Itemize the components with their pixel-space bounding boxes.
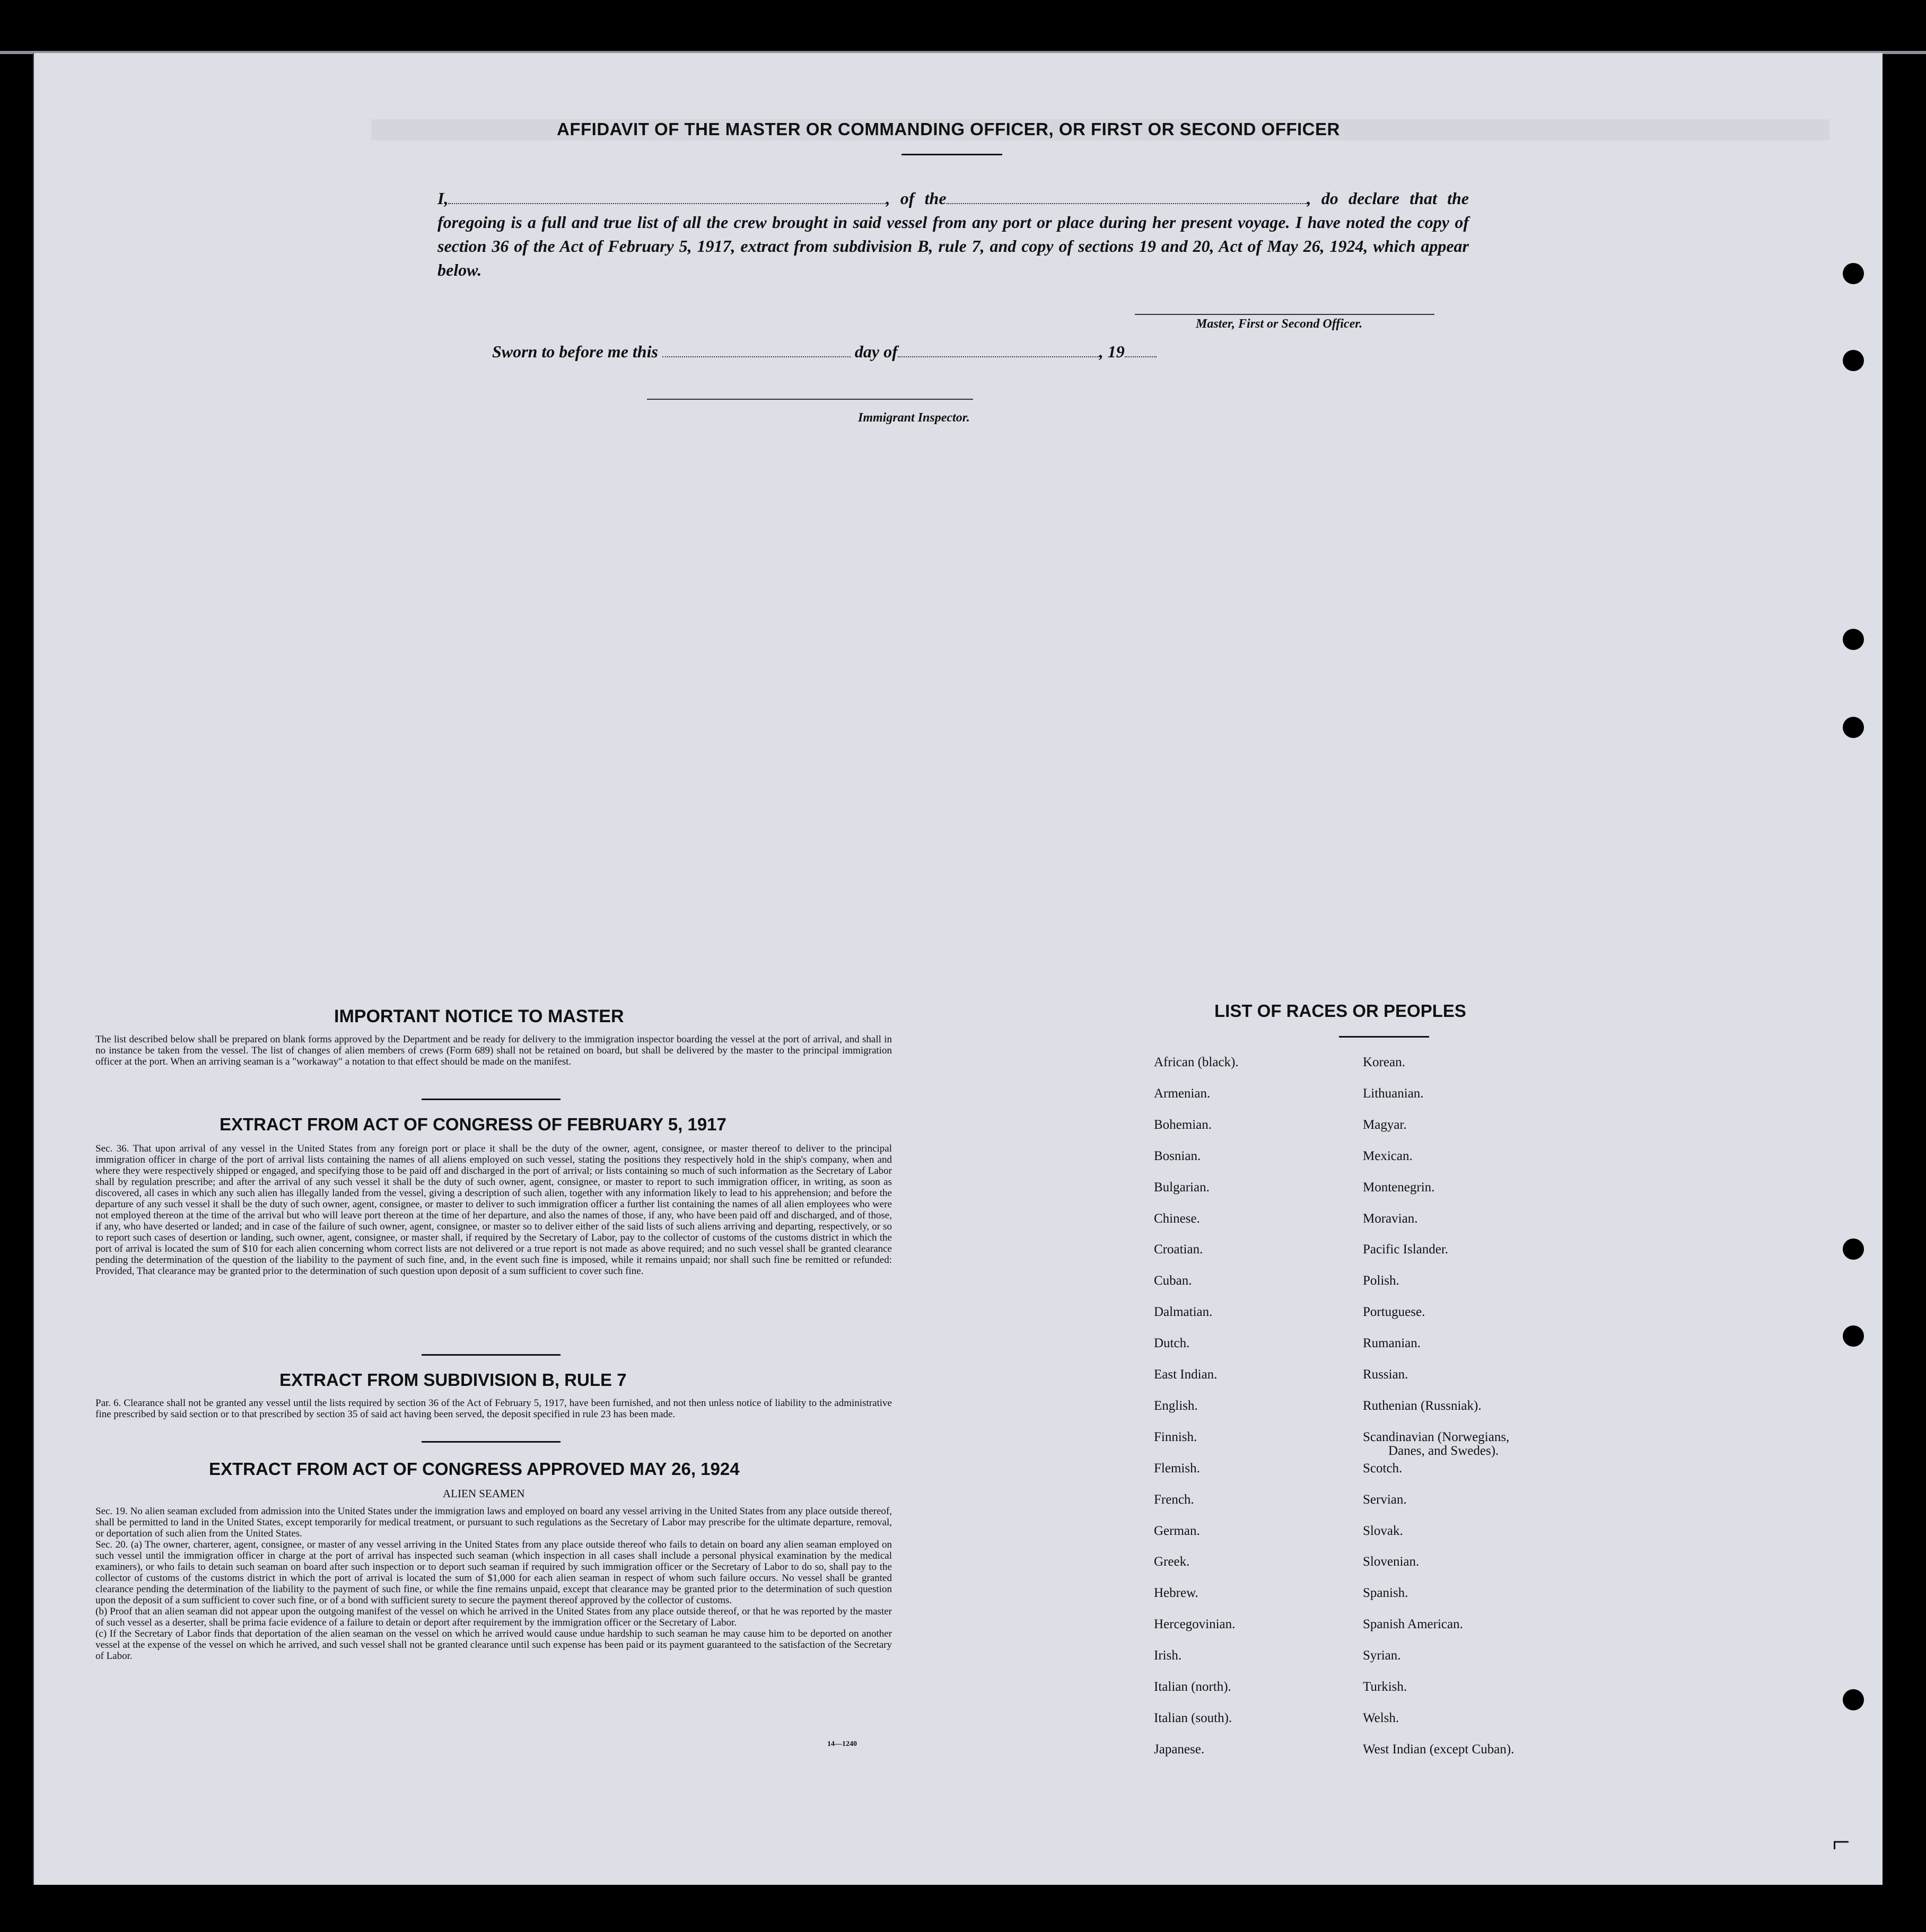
- race-item: Mexican.: [1363, 1149, 1413, 1163]
- race-item: Welsh.: [1363, 1711, 1399, 1725]
- punch-hole: [1843, 717, 1864, 738]
- race-item: Syrian.: [1363, 1648, 1401, 1663]
- race-item: French.: [1154, 1492, 1194, 1507]
- affidavit-statement: that the foregoing is a full and true list of all the crew brought in said vessel from any port or place during her present voyage. I have noted the copy of section 36 of the Act of February 5, 1917, extract from subdivision B, rule 7, and copy of sections 19 and 20, Act of May 26, 1924, which appear below.: [437, 189, 1469, 279]
- race-item: Dalmatian.: [1154, 1305, 1213, 1319]
- sworn-year-field[interactable]: [1125, 345, 1157, 357]
- punch-hole: [1843, 1239, 1864, 1260]
- inspector-label: Immigrant Inspector.: [858, 411, 970, 425]
- race-item: Hercegovinian.: [1154, 1617, 1236, 1631]
- race-item: Bulgarian.: [1154, 1180, 1210, 1195]
- race-item: Russian.: [1363, 1367, 1408, 1382]
- races-title: LIST OF RACES OR PEOPLES: [1214, 1001, 1466, 1021]
- divider: [901, 154, 1002, 155]
- punch-hole: [1843, 263, 1864, 284]
- race-item: Cuban.: [1154, 1274, 1192, 1288]
- race-item: Bosnian.: [1154, 1149, 1201, 1163]
- notice-body: The list described below shall be prepared on blank forms approved by the Department and be ready for delivery to the immigration inspector boarding the vessel at the port of arrival, and shall in no instance be taken from the vessel. The list of changes of alien members of crews (Form 689) shall not be retained on board, but shall be delivered by the master to the principal immigration officer at the port. When an arriving seaman is a "workaway" a notation to that effect should be made on the manifest.: [95, 1034, 892, 1067]
- race-item: Polish.: [1363, 1274, 1399, 1288]
- race-item: Greek.: [1154, 1555, 1190, 1569]
- race-item: Armenian.: [1154, 1086, 1211, 1101]
- race-item: East Indian.: [1154, 1367, 1218, 1382]
- race-item: Scotch.: [1363, 1461, 1403, 1476]
- race-item: Portuguese.: [1363, 1305, 1425, 1319]
- race-item: Korean.: [1363, 1055, 1405, 1069]
- section-20c: (c) If the Secretary of Labor finds that deportation of the alien seaman on the vessel on which he arrived would cause undue hardship to such seaman he may cause him to be deported on another vessel at the expense of the vessel on which he arrived, and such vessel shall not be granted clearance until such expense has been paid or its payment guaranteed to the satisfaction of the Secretary of Labor.: [95, 1628, 892, 1662]
- race-item: African (black).: [1154, 1055, 1239, 1069]
- do-declare-label: , do declare: [1307, 189, 1400, 208]
- race-item: Spanish.: [1363, 1586, 1408, 1600]
- punch-hole: [1843, 1689, 1864, 1710]
- extract1-body: Sec. 36. That upon arrival of any vessel in the United States from any foreign port or place it shall be the duty of the owner, agent, consignee, or master thereof to deliver to the principal immigration officer in charge of the port of arrival lists containing the names of all aliens employed on such vessel, stating the positions they respectively hold in the ship's company, when and where they were respectively shipped or engaged, and specifying those to be paid off and discharged in the port of arrival; or lists containing so much of such information as the Secretary of Labor shall by regulation prescribe; and after the arrival of any such vessel it shall be the duty of such owner, agent, consignee, or master to report to such immigration officer, in writing, as soon as discovered, all cases in which any such alien has illegally landed from the vessel, giving a description of such alien, together with any information likely to lead to his apprehension; and before the departure of any such vessel it shall be the duty of such owner, agent, consignee, or master to deliver to such immigration officer a further list containing the names of all alien employees who were not employed thereon at the time of the arrival but who will leave port thereon at the time of her departure, and also the names of those, if any, who have been paid off and discharged, and of those, if any, who have deserted or landed; and in case of the failure of such owner, agent, consignee, or master so to deliver either of the said lists of such aliens arriving and departing, respectively, or so to report such cases of desertion or landing, such owner, agent, consignee, or master shall, if required by the Secretary of Labor, pay to the collector of customs of the customs district in which the port of arrival is located the sum of $10 for each alien concerning whom correct lists are not delivered or a true report is not made as above required; and no such vessel shall be granted clearance pending the determination of the question of the liability to the payment of such fine, and, in the event such fine is imposed, while it remains unpaid; nor shall such fine be remitted or refunded: Provided, That clearance may be granted prior to the determination of such question upon deposit of a sum sufficient to cover such fine.: [95, 1143, 892, 1277]
- race-item: Bohemian.: [1154, 1118, 1212, 1132]
- extract3-body: [95, 1506, 892, 1662]
- section-19: Sec. 19. No alien seaman excluded from admission into the United States under the immigration laws and employed on board any vessel arriving in the United States from any place outside thereof, shall be permitted to land in the United States, except temporarily for medical treatment, or pursuant to such regulations as the Secretary of Labor may prescribe for the ultimate departure, removal, or deportation of such alien from the United States.: [95, 1506, 892, 1539]
- extract3-subtitle: ALIEN SEAMEN: [443, 1487, 525, 1500]
- sworn-line: [492, 342, 1157, 362]
- affidavit-body: [437, 187, 1469, 282]
- form-number: 14—1240: [827, 1740, 857, 1748]
- race-item: Servian.: [1363, 1492, 1407, 1507]
- race-item: Dutch.: [1154, 1336, 1190, 1350]
- race-item: Turkish.: [1363, 1680, 1407, 1694]
- race-item: Hebrew.: [1154, 1586, 1198, 1600]
- punch-hole: [1843, 1325, 1864, 1347]
- race-item: Moravian.: [1363, 1211, 1418, 1226]
- race-item: Slovak.: [1363, 1524, 1403, 1538]
- race-item: Slovenian.: [1363, 1555, 1420, 1569]
- race-item: English.: [1154, 1399, 1198, 1413]
- race-item: Scandinavian (Norwegians,: [1363, 1430, 1510, 1444]
- name-field[interactable]: [448, 191, 886, 204]
- race-item: Montenegrin.: [1363, 1180, 1435, 1195]
- race-item: Chinese.: [1154, 1211, 1200, 1226]
- extract2-body: Par. 6. Clearance shall not be granted any vessel until the lists required by section 36 of the Act of February 5, 1917, have been furnished, and not then unless notice of liability to the administrative fine prescribed by said section or to that prescribed by section 35 of said act having been served, the deposit specified in rule 23 has been made.: [95, 1398, 892, 1420]
- corner-mark: ⌐: [1832, 1824, 1850, 1859]
- divider: [422, 1099, 561, 1100]
- race-item: Italian (south).: [1154, 1711, 1232, 1725]
- sworn-prefix: Sworn to before me this: [492, 342, 658, 361]
- divider: [1339, 1036, 1429, 1038]
- signature-line[interactable]: [1135, 314, 1434, 315]
- extract2-title: EXTRACT FROM SUBDIVISION B, RULE 7: [279, 1370, 627, 1390]
- race-item: Danes, and Swedes).: [1388, 1444, 1499, 1458]
- divider: [422, 1354, 561, 1356]
- sworn-day-field[interactable]: [662, 345, 851, 357]
- section-20b: (b) Proof that an alien seaman did not appear upon the outgoing manifest of the vessel on which he arrived in the United States from any place outside thereof, or that he was reported by the master of such vessel as a deserter, shall be prima facie evidence of a failure to detain or deport after requirement by the immigration officer or the Secretary of Labor.: [95, 1606, 892, 1628]
- punch-hole: [1843, 350, 1864, 371]
- year-prefix: , 19: [1099, 342, 1125, 361]
- race-item: Lithuanian.: [1363, 1086, 1424, 1101]
- race-item: Flemish.: [1154, 1461, 1200, 1476]
- affidavit-title: AFFIDAVIT OF THE MASTER OR COMMANDING OFFICER, OR FIRST OR SECOND OFFICER: [557, 119, 1340, 139]
- race-item: German.: [1154, 1524, 1200, 1538]
- race-item: Rumanian.: [1363, 1336, 1421, 1350]
- race-item: Pacific Islander.: [1363, 1242, 1449, 1257]
- race-item: West Indian (except Cuban).: [1363, 1742, 1514, 1757]
- i-label: I,: [437, 189, 449, 208]
- race-item: Finnish.: [1154, 1430, 1197, 1444]
- of-the-label: , of the: [886, 189, 947, 208]
- day-of-label: day of: [854, 342, 898, 361]
- race-item: Japanese.: [1154, 1742, 1205, 1757]
- section-20a: Sec. 20. (a) The owner, charterer, agent, consignee, or master of any vessel arriving in the United States from any place outside thereof who fails to detain on board any alien seaman employed on such vessel until the immigration officer in charge at the port of arrival has inspected such seaman (which inspection in all cases shall include a personal physical examination by the medical examiners), or who fails to detain such seaman on board after such inspection or to deport such seaman if required by such immigration officer or the Secretary of Labor to do so, shall pay to the collector of customs of the customs district in which the port of arrival is located the sum of $1,000 for each alien seaman in respect of whom such failure occurs. No vessel shall be granted clearance pending the determination of the liability to the payment of such fine, or while the fine remains unpaid, except that clearance may be granted prior to the determination of such question upon the deposit of a sum sufficient to cover such fine, or of a bond with sufficient surety to secure the payment thereof approved by the collector of customs.: [95, 1539, 892, 1606]
- race-item: Ruthenian (Russniak).: [1363, 1399, 1482, 1413]
- race-item: Irish.: [1154, 1648, 1182, 1663]
- race-item: Italian (north).: [1154, 1680, 1231, 1694]
- inspector-signature-line[interactable]: [647, 399, 973, 400]
- race-item: Croatian.: [1154, 1242, 1203, 1257]
- sworn-month-field[interactable]: [898, 345, 1099, 357]
- divider: [422, 1441, 561, 1443]
- extract1-title: EXTRACT FROM ACT OF CONGRESS OF FEBRUARY 5, 1917: [220, 1114, 726, 1134]
- vessel-field[interactable]: [947, 191, 1307, 204]
- race-item: Spanish American.: [1363, 1617, 1463, 1631]
- signature-label: Master, First or Second Officer.: [1196, 317, 1363, 331]
- punch-hole: [1843, 629, 1864, 650]
- notice-title: IMPORTANT NOTICE TO MASTER: [334, 1006, 624, 1026]
- extract3-title: EXTRACT FROM ACT OF CONGRESS APPROVED MAY 26, 1924: [209, 1459, 740, 1479]
- race-item: Magyar.: [1363, 1118, 1407, 1132]
